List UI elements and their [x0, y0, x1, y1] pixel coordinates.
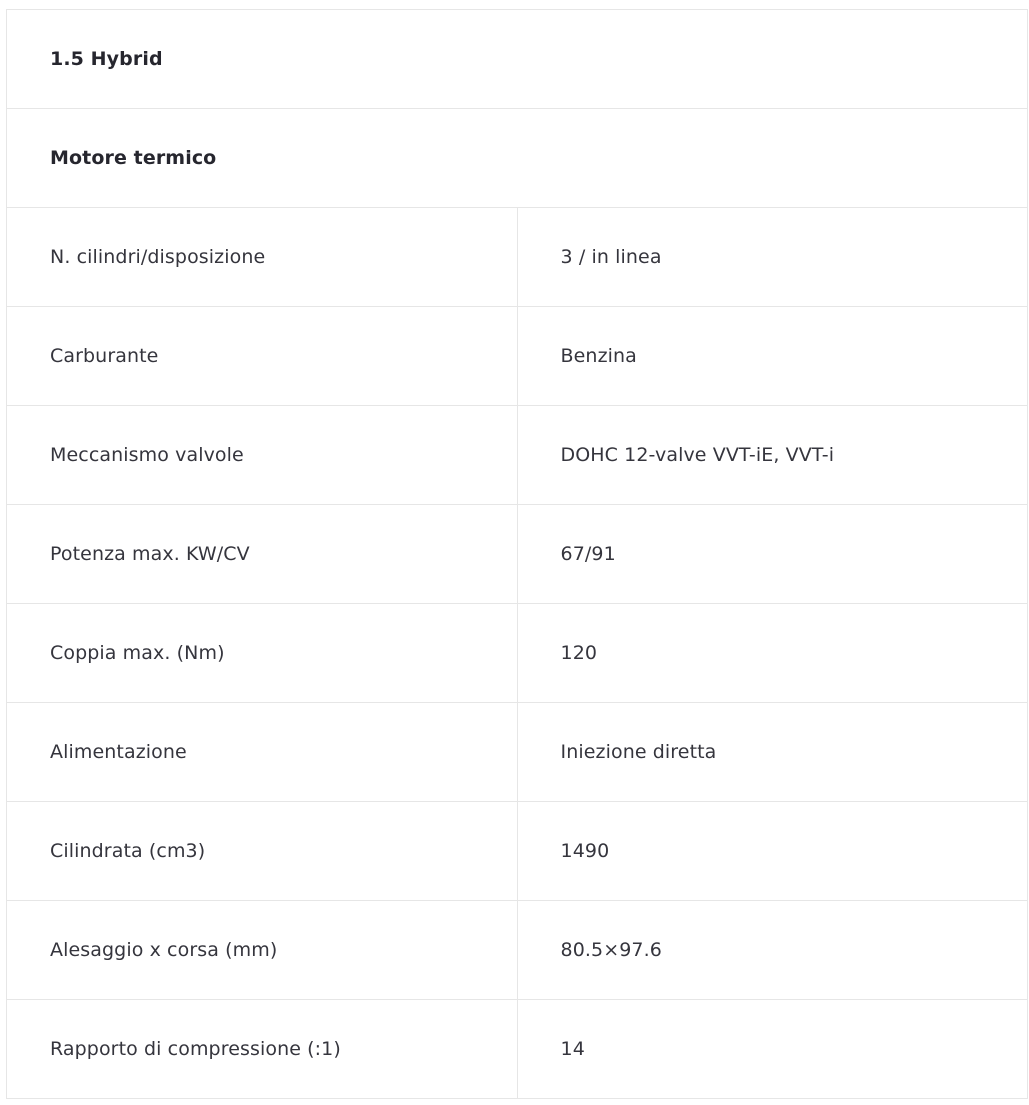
table-row: [7, 703, 1028, 802]
row-value: 67/91: [517, 505, 1028, 604]
row-value: 120: [517, 604, 1028, 703]
table-title-row: [7, 10, 1028, 109]
section-header-row: [7, 109, 1028, 208]
row-label: Alimentazione: [7, 703, 518, 802]
row-label: Rapporto di compressione (:1): [7, 1000, 518, 1099]
table-row: [7, 1000, 1028, 1099]
table-title: 1.5 Hybrid: [7, 10, 1028, 109]
row-label: Cilindrata (cm3): [7, 802, 518, 901]
row-value: 80.5×97.6: [517, 901, 1028, 1000]
table-row: [7, 208, 1028, 307]
row-label: Alesaggio x corsa (mm): [7, 901, 518, 1000]
table-row: [7, 505, 1028, 604]
row-label: Meccanismo valvole: [7, 406, 518, 505]
row-value: 1490: [517, 802, 1028, 901]
row-label: N. cilindri/disposizione: [7, 208, 518, 307]
table-row: [7, 802, 1028, 901]
section-title: Motore termico: [7, 109, 1028, 208]
row-label: Coppia max. (Nm): [7, 604, 518, 703]
row-value: Iniezione diretta: [517, 703, 1028, 802]
table-row: [7, 406, 1028, 505]
row-value: DOHC 12-valve VVT-iE, VVT-i: [517, 406, 1028, 505]
table-row: [7, 307, 1028, 406]
specs-table-body: [7, 10, 1028, 1099]
row-label: Potenza max. KW/CV: [7, 505, 518, 604]
row-value: Benzina: [517, 307, 1028, 406]
row-value: 14: [517, 1000, 1028, 1099]
table-row: [7, 901, 1028, 1000]
table-row: [7, 604, 1028, 703]
row-value: 3 / in linea: [517, 208, 1028, 307]
specs-table: [6, 9, 1028, 1099]
row-label: Carburante: [7, 307, 518, 406]
